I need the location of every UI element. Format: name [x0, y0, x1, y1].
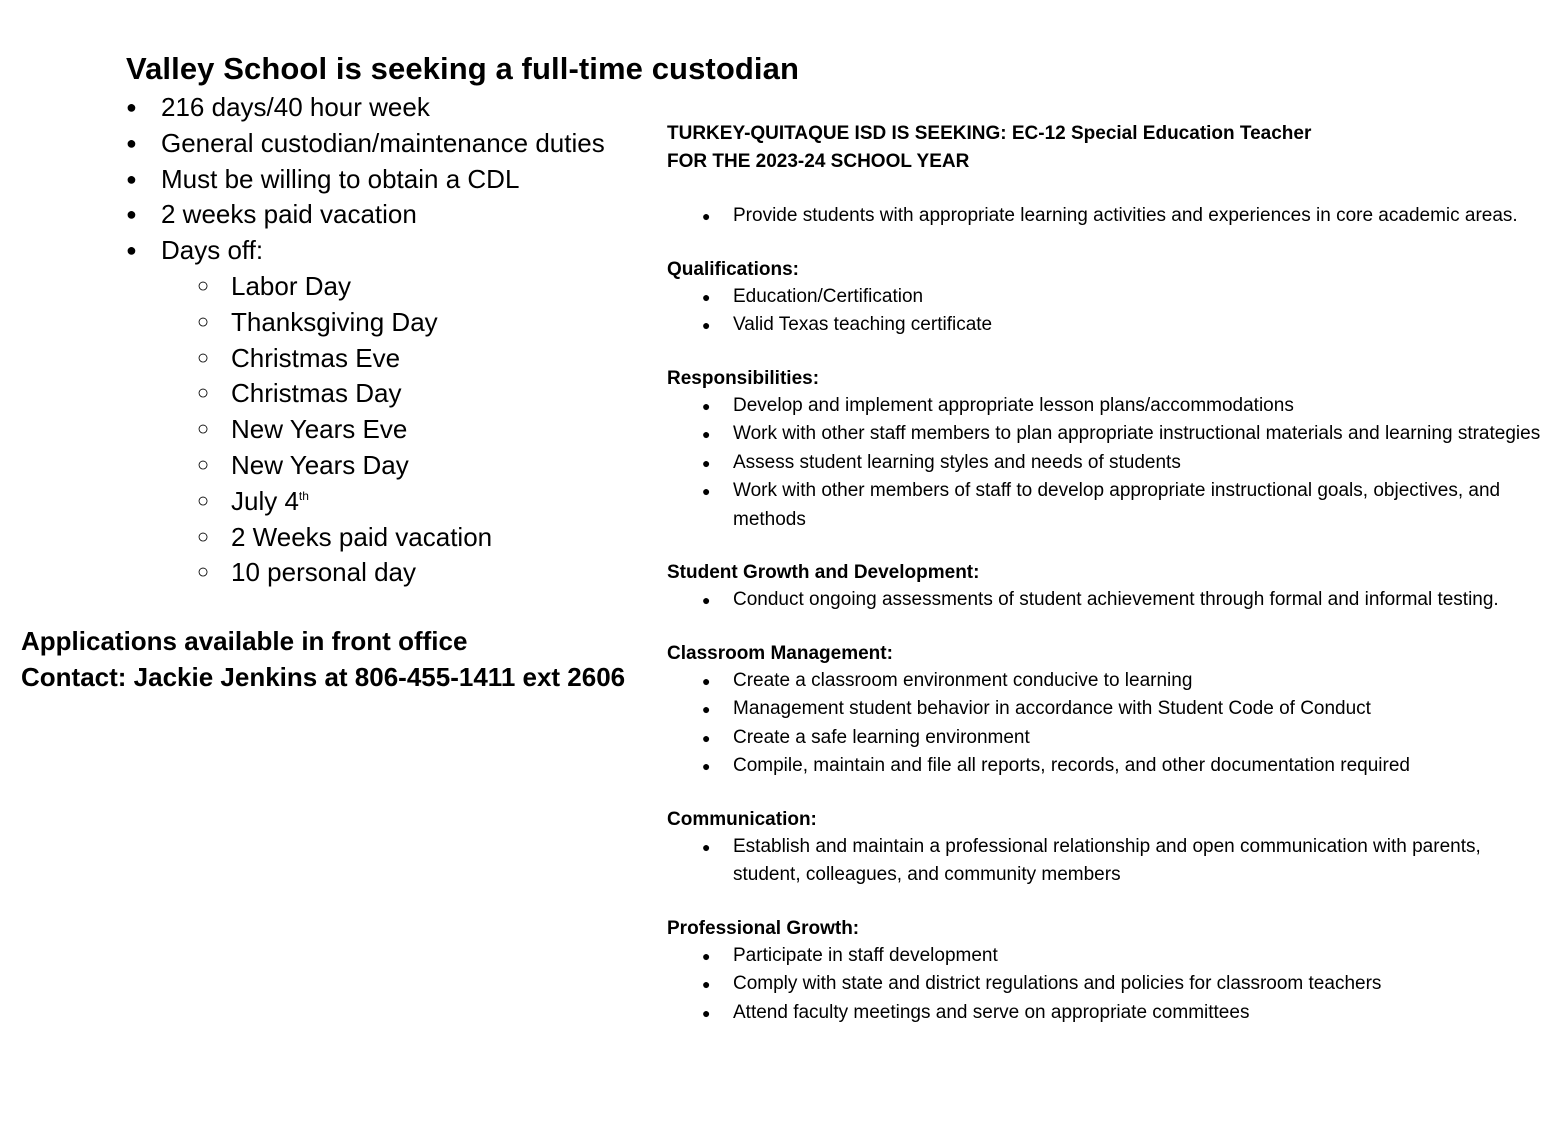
circle-bullet-icon: ○ — [197, 274, 210, 297]
days-off-item — [126, 269, 666, 305]
section-title-student-growth: Student Growth and Development: — [667, 562, 980, 583]
list-item-text: Work with other staff members to plan appropriate instructional materials and learning strategies — [733, 423, 1541, 444]
list-item-text: 216 days/40 hour week — [161, 92, 430, 122]
bullet-icon: ● — [126, 240, 137, 261]
posting-heading-line1: TURKEY-QUITAQUE ISD IS SEEKING: EC-12 Special Education Teacher — [667, 123, 1312, 144]
list-item-text: Comply with state and district regulations and policies for classroom teachers — [733, 973, 1382, 994]
list-item — [667, 283, 1547, 312]
intro-list-item — [667, 202, 1547, 231]
list-item-text: Create a classroom environment conducive to learning — [733, 669, 1193, 691]
bullet-icon: ● — [702, 454, 711, 471]
list-item — [126, 126, 666, 162]
circle-bullet-icon: ○ — [197, 489, 210, 512]
july-label: July 4 — [231, 485, 299, 516]
posting-heading-line2: FOR THE 2023-24 SCHOOL YEAR — [667, 150, 970, 172]
bullet-icon: ● — [702, 288, 711, 305]
circle-bullet-icon: ○ — [197, 453, 210, 476]
days-off-item — [126, 376, 666, 412]
days-off-text-july — [231, 484, 309, 520]
bullet-icon: ● — [126, 204, 137, 225]
bullet-icon: ● — [702, 976, 711, 992]
bullet-icon: ● — [702, 729, 711, 746]
days-off-text: Thanksgiving Day — [231, 306, 438, 337]
list-item-text: General custodian/maintenance duties — [161, 127, 605, 158]
list-item — [667, 724, 1547, 753]
bullet-icon: ● — [702, 1004, 711, 1021]
list-item-text: Days off: — [161, 235, 264, 266]
circle-bullet-icon: ○ — [197, 525, 210, 548]
days-off-item — [126, 484, 666, 520]
list-item — [126, 197, 666, 233]
list-item — [667, 420, 1547, 449]
days-off-item — [126, 555, 666, 591]
bullet-icon: ● — [702, 838, 711, 855]
circle-bullet-icon: ○ — [197, 346, 210, 369]
days-off-item — [126, 448, 666, 484]
list-item — [667, 695, 1547, 724]
list-item-text: Participate in staff development — [733, 944, 998, 966]
list-item-text: Develop and implement appropriate lesson plans/accommodations — [733, 394, 1294, 416]
applications-note: Applications available in front office — [21, 626, 468, 656]
list-item — [667, 942, 1547, 971]
days-off-text: New Years Day — [231, 449, 409, 480]
circle-bullet-icon: ○ — [197, 561, 210, 584]
bullet-icon: ● — [702, 426, 711, 442]
list-item — [667, 449, 1547, 478]
july-superscript: th — [298, 488, 309, 503]
intro-text: Provide students with appropriate learning activities and experiences in core academic areas. — [733, 205, 1518, 226]
list-item — [667, 477, 1547, 534]
list-item — [667, 999, 1547, 1028]
bullet-icon: ● — [702, 592, 711, 608]
section-title-responsibilities: Responsibilities: — [667, 367, 820, 389]
list-item-text: Compile, maintain and file all reports, records, and other documentation required — [733, 755, 1410, 776]
section-title-communication: Communication: — [667, 808, 817, 830]
list-item-text: Education/Certification — [733, 285, 924, 307]
section-title-qualifications: Qualifications: — [667, 258, 799, 280]
list-item — [126, 90, 666, 126]
teacher-posting — [667, 120, 1547, 1027]
bullet-icon: ● — [702, 397, 711, 414]
list-item — [126, 233, 666, 269]
bullet-icon: ● — [702, 701, 711, 717]
custodian-title: Valley School is seeking a full-time custodian — [126, 51, 800, 86]
bullet-icon: ● — [126, 97, 137, 117]
list-item-text: Create a safe learning environment — [733, 726, 1030, 748]
section-title-classroom-management: Classroom Management: — [667, 642, 893, 664]
list-item — [667, 311, 1547, 340]
days-off-text: Christmas Day — [231, 378, 402, 409]
list-item — [667, 970, 1547, 999]
days-off-item — [126, 341, 666, 377]
bullet-icon: ● — [126, 132, 137, 153]
contact-info: Contact: Jackie Jenkins at 806-455-1411 ext 2606 — [21, 662, 626, 692]
list-item-text: Must be willing to obtain a CDL — [161, 163, 520, 194]
circle-bullet-icon: ○ — [197, 310, 210, 333]
days-off-text: Christmas Eve — [231, 342, 401, 373]
days-off-item — [126, 412, 666, 448]
days-off-text: New Years Eve — [231, 414, 408, 445]
days-off-text: Labor Day — [231, 270, 351, 301]
bullet-icon: ● — [702, 758, 711, 774]
days-off-text: 2 Weeks paid vacation — [231, 521, 493, 552]
list-item — [667, 667, 1547, 696]
list-item — [667, 392, 1547, 421]
list-item — [667, 752, 1547, 781]
bullet-icon: ● — [702, 208, 711, 224]
list-item-text: Conduct ongoing assessments of student achievement through formal and informal testing. — [733, 589, 1499, 610]
list-item-text: Establish and maintain a professional relationship and open communication with parents, student, colleagues, and community members — [733, 835, 1481, 885]
bullet-icon: ● — [126, 168, 137, 189]
list-item-text: Assess student learning styles and needs of students — [733, 451, 1181, 473]
bullet-icon: ● — [702, 483, 711, 499]
custodian-list — [126, 90, 666, 591]
list-item-text: Valid Texas teaching certificate — [733, 314, 993, 335]
list-item — [126, 162, 666, 198]
bullet-icon: ● — [702, 947, 711, 964]
list-item-text: Management student behavior in accordance with Student Code of Conduct — [733, 698, 1371, 719]
days-off-item — [126, 520, 666, 556]
section-title-professional-growth: Professional Growth: — [667, 917, 860, 939]
bullet-icon: ● — [702, 672, 711, 689]
circle-bullet-icon: ○ — [197, 418, 210, 441]
days-off-text: 10 personal day — [231, 557, 417, 588]
list-item-text: Work with other members of staff to develop appropriate instructional goals, objectives, and methods — [733, 480, 1501, 530]
bullet-icon: ● — [702, 317, 711, 333]
list-item-text: 2 weeks paid vacation — [161, 199, 417, 230]
circle-bullet-icon: ○ — [197, 382, 210, 405]
days-off-item — [126, 305, 666, 341]
list-item-text: Attend faculty meetings and serve on appropriate committees — [733, 1001, 1250, 1023]
list-item — [667, 833, 1547, 890]
list-item — [667, 586, 1547, 615]
